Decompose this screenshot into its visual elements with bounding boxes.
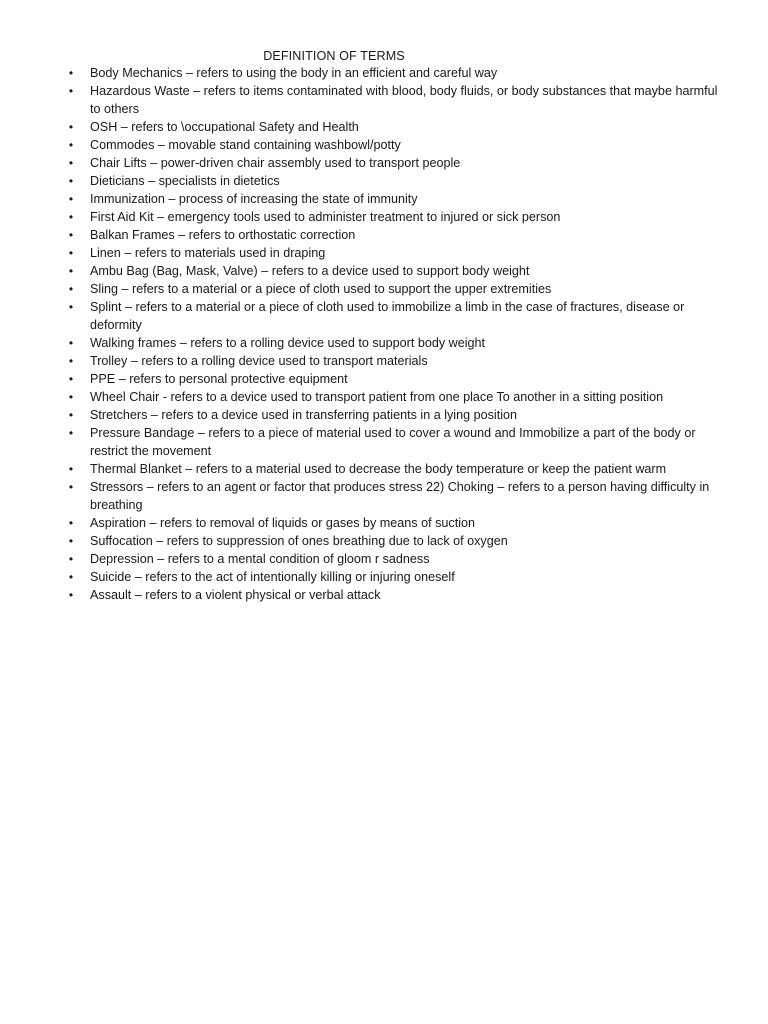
bullet-icon: • bbox=[68, 354, 74, 368]
list-item bbox=[66, 568, 726, 586]
term-definition-text: Aspiration – refers to removal of liquids or gases by means of suction bbox=[90, 516, 475, 530]
term-definition-text: Immunization – process of increasing the state of immunity bbox=[90, 192, 418, 206]
list-item bbox=[66, 262, 726, 280]
list-item bbox=[66, 244, 726, 262]
term-definition-text: Linen – refers to materials used in draping bbox=[90, 246, 326, 260]
list-item bbox=[66, 370, 726, 388]
list-item bbox=[66, 208, 726, 226]
term-definition-text: PPE – refers to personal protective equipment bbox=[90, 372, 348, 386]
list-item bbox=[66, 226, 726, 244]
list-item bbox=[66, 514, 726, 532]
list-item bbox=[66, 424, 726, 460]
bullet-icon: • bbox=[68, 300, 74, 314]
term-definition-text: Stressors – refers to an agent or factor that produces stress 22) Choking – refers to a person having difficulty in breathing bbox=[90, 480, 710, 512]
term-definition-text: Stretchers – refers to a device used in transferring patients in a lying position bbox=[90, 408, 518, 422]
bullet-icon: • bbox=[68, 336, 74, 350]
term-definition-text: Dieticians – specialists in dietetics bbox=[90, 174, 280, 188]
list-item bbox=[66, 352, 726, 370]
term-definition-text: Suicide – refers to the act of intentionally killing or injuring oneself bbox=[90, 570, 455, 584]
bullet-icon: • bbox=[68, 120, 74, 134]
term-definition-text: Commodes – movable stand containing washbowl/potty bbox=[90, 138, 401, 152]
term-definition-text: Body Mechanics – refers to using the body in an efficient and careful way bbox=[90, 66, 498, 80]
term-definition-text: First Aid Kit – emergency tools used to administer treatment to injured or sick person bbox=[90, 210, 561, 224]
term-definition-text: Assault – refers to a violent physical or verbal attack bbox=[90, 588, 381, 602]
bullet-icon: • bbox=[68, 174, 74, 188]
term-definition-text: Trolley – refers to a rolling device used to transport materials bbox=[90, 354, 428, 368]
bullet-icon: • bbox=[68, 246, 74, 260]
list-item bbox=[66, 406, 726, 424]
bullet-icon: • bbox=[68, 228, 74, 242]
list-item bbox=[66, 550, 726, 568]
list-item bbox=[66, 154, 726, 172]
list-item bbox=[66, 136, 726, 154]
bullet-icon: • bbox=[68, 192, 74, 206]
list-item bbox=[66, 280, 726, 298]
bullet-icon: • bbox=[68, 480, 74, 494]
term-definition-text: Pressure Bandage – refers to a piece of material used to cover a wound and Immobilize a part of the body or restrict the movement bbox=[90, 426, 696, 458]
list-item bbox=[66, 334, 726, 352]
bullet-icon: • bbox=[68, 210, 74, 224]
definition-list bbox=[66, 64, 726, 604]
bullet-icon: • bbox=[68, 372, 74, 386]
term-definition-text: Balkan Frames – refers to orthostatic correction bbox=[90, 228, 356, 242]
bullet-icon: • bbox=[68, 426, 74, 440]
list-item bbox=[66, 190, 726, 208]
list-item bbox=[66, 64, 726, 82]
term-definition-text: Sling – refers to a material or a piece of cloth used to support the upper extremities bbox=[90, 282, 552, 296]
bullet-icon: • bbox=[68, 264, 74, 278]
bullet-icon: • bbox=[68, 138, 74, 152]
bullet-icon: • bbox=[68, 156, 74, 170]
term-definition-text: Wheel Chair - refers to a device used to transport patient from one place To another in a sitting position bbox=[90, 390, 664, 404]
list-item bbox=[66, 298, 726, 334]
term-definition-text: Thermal Blanket – refers to a material used to decrease the body temperature or keep the patient warm bbox=[90, 462, 667, 476]
bullet-icon: • bbox=[68, 588, 74, 602]
term-definition-text: Splint – refers to a material or a piece of cloth used to immobilize a limb in the case of fractures, disease or deformity bbox=[90, 300, 685, 332]
list-item bbox=[66, 118, 726, 136]
document-title: DEFINITION OF TERMS bbox=[263, 49, 405, 63]
bullet-icon: • bbox=[68, 66, 74, 80]
term-definition-text: Chair Lifts – power-driven chair assembly used to transport people bbox=[90, 156, 461, 170]
bullet-icon: • bbox=[68, 534, 74, 548]
bullet-icon: • bbox=[68, 84, 74, 98]
bullet-icon: • bbox=[68, 282, 74, 296]
bullet-icon: • bbox=[68, 552, 74, 566]
term-definition-text: Walking frames – refers to a rolling device used to support body weight bbox=[90, 336, 486, 350]
bullet-icon: • bbox=[68, 570, 74, 584]
list-item bbox=[66, 478, 726, 514]
list-item bbox=[66, 532, 726, 550]
list-item bbox=[66, 82, 726, 118]
term-definition-text: Depression – refers to a mental condition of gloom r sadness bbox=[90, 552, 430, 566]
list-item bbox=[66, 172, 726, 190]
term-definition-text: Ambu Bag (Bag, Mask, Valve) – refers to a device used to support body weight bbox=[90, 264, 530, 278]
bullet-icon: • bbox=[68, 390, 74, 404]
list-item bbox=[66, 460, 726, 478]
list-item bbox=[66, 388, 726, 406]
bullet-icon: • bbox=[68, 462, 74, 476]
list-item bbox=[66, 586, 726, 604]
term-definition-text: Suffocation – refers to suppression of ones breathing due to lack of oxygen bbox=[90, 534, 508, 548]
bullet-icon: • bbox=[68, 408, 74, 422]
bullet-icon: • bbox=[68, 516, 74, 530]
term-definition-text: Hazardous Waste – refers to items contaminated with blood, body fluids, or body substances that maybe harmful to others bbox=[90, 84, 718, 116]
term-definition-text: OSH – refers to \occupational Safety and Health bbox=[90, 120, 359, 134]
